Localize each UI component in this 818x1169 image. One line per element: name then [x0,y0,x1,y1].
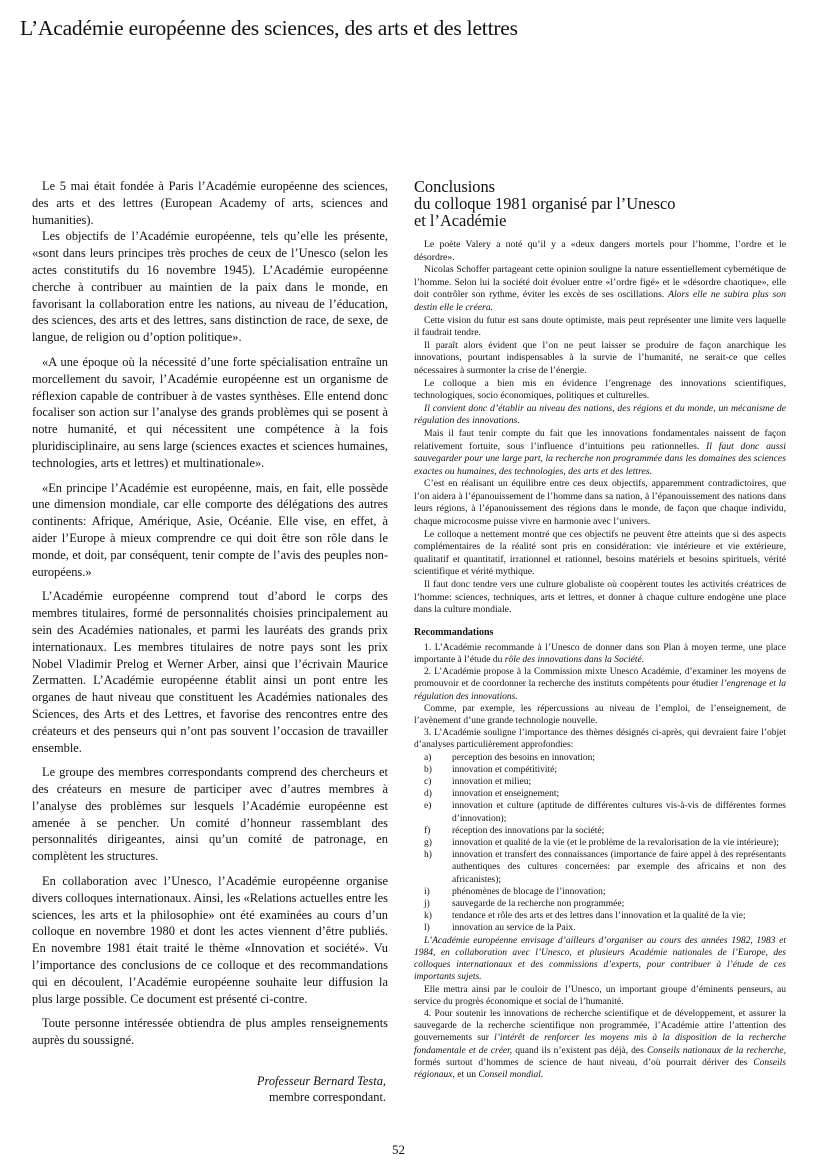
conclusions-paragraph [414,428,786,478]
conclusions-paragraph: Il convient donc d’établir au niveau des nations, des régions et du monde, un mécanisme de régulation des innovations. [414,402,786,427]
theme-item-label: i) [424,886,430,897]
theme-item-label: b) [424,764,432,775]
text-run: 4. Pour soutenir les innovations de recherche scientifique et de développement, et assurer la sauvegarde de la recherche scientifique non programmée, l’Académie attire l’attention des gouvernements sur [414,1008,786,1044]
article-paragraph: Le 5 mai était fondée à Paris l’Académie européenne des sciences, des arts et des lettres (European Academy of arts, sciences and humanities). [32,179,388,227]
conclusions-paragraph: Cette vision du futur est sans doute optimiste, mais peut représenter une limite vers laquelle il faudrait tendre. [414,314,786,339]
recommendation-paragraph: Comme, par exemple, les répercussions au niveau de l’emploi, de l’enseignement, de l’avènement d’une grande technologie nouvelle. [414,703,786,727]
theme-item-text: innovation et transfert des connaissances (importance de faire appel à des représentants authentiques des cultures concernées: par exemple des africains et non des africanistes); [452,850,786,885]
theme-item [424,764,786,776]
article-paragraph: «A une époque où la nécessité d’une forte spécialisation entraîne un morcellement du savoir, l’Académie européenne est un organisme de réflexion capable de contribuer à de vastes synthèses. Elle entend donc focaliser son action sur l’analyse des grands problèmes qui se posent à notre humanité, et qui nécessitent une compétence à la fois pluridisciplinaire, au sens large (sciences exactes et sciences humaines, technologies, arts et lettres) et multinationale». [32,354,388,470]
conclusions-paragraph: Le poète Valery a noté qu’il y a «deux dangers mortels pour l’homme, l’ordre et le désordre». [414,239,786,263]
conclusions-paragraph: Le colloque a nettement montré que ces objectifs ne peuvent être atteints que si des aspects complémentaires de la réalité sont pris en considération: vie intérieure et vie extérieure, qualitatif et quantitatif, irrationnel et rationnel, besoins matériels et besoins spirituels, vérité scientifique et vérité mythique. [414,528,786,578]
theme-item-text: perception des besoins en innovation; [452,752,595,763]
conclusions-paragraph: Il faut donc tendre vers une culture globaliste où coopèrent toutes les activités créatrices de l’homme: sciences, techniques, arts et lettres, et donner à chaque culture endogène une place dans la culture mondiale. [414,579,786,616]
theme-item-text: innovation et enseignement; [452,789,560,800]
theme-item-text: innovation et compétitivité; [452,764,558,775]
italic-run: Alors elle ne subira plus son destin elle le créera. [414,289,786,313]
conclusions-paragraph: C’est en réalisant un équilibre entre ces deux objectifs, apparemment contradictoires, que l’on aidera à l’épanouissement de l’homme dans sa nation, à l’épanouissement des nations dans leurs régions, à l’épanouissement des régions dans le monde, de façon que chaque individu, chaque microcosme puisse vivre en harmonie avec l’univers. [414,478,786,528]
heading-line: et l’Académie [414,211,507,230]
conclusions-heading [414,178,786,229]
theme-item [424,898,786,910]
theme-item-label: h) [424,850,432,861]
article-paragraph: Les objectifs de l’Académie européenne, tels qu’elle les présente, «sont dans leurs principes très proches de ceux de l’Unesco (selon les actes constitutifs du 16 novembre 1945). L’Académie européenne cherche à contribuer au maintien de la paix dans le monde, en favorisant la collaboration entre les nations, au niveau de l’éducation, des sciences, des arts et des lettres, sans distinction de race, de sexe, de langue, de religion ou d’option politique». [32,229,388,345]
theme-item-text: innovation et culture (aptitude de différentes cultures vis-à-vis de différentes formes d’innovation); [452,801,786,824]
theme-item-label: g) [424,838,432,849]
theme-item-label: c) [424,777,432,788]
conclusions-paragraph: Le colloque a bien mis en évidence l’engrenage des innovations scientifiques, technologiques, socio économiques, politiques et culturelles. [414,377,786,402]
page-number: 52 [392,1142,405,1157]
theme-item-label: j) [424,899,430,910]
theme-item [424,788,786,800]
theme-item-text: phénomènes de blocage de l’innovation; [452,886,606,897]
recommendations-body [414,642,786,1081]
recommendation-paragraph: Elle mettra ainsi par le couloir de l’Unesco, un important groupe d’éminents penseurs, au service du progrès économique et social de l’humanité. [414,984,786,1007]
article-paragraph: En collaboration avec l’Unesco, l’Académie européenne organise divers colloques internationaux. Ainsi, les «Relations actuelles entre les sciences, les arts et la philosophie» ont été examinées au cours d’un colloque en novembre 1980 et dont les actes viennent d’être publiés. En novembre 1981 était traité le thème «Innovation et société». Vu l’importance des conclusions de ce colloque et des recommandations qui en découlent, l’Académie européenne souhaite leur diffusion la plus large possible. Ce document est présenté ci-contre. [32,874,388,1006]
recommendations-heading: Recommandations [414,626,494,638]
recommendation-paragraph: 3. L’Académie souligne l’importance des thèmes désignés ci-après, qui devraient faire l’objet d’analyses particulièrement approfondies: [414,728,786,751]
text-run: formés surtout d’hommes de science de haut niveau, d’où pourrait dériver des [414,1057,748,1068]
theme-item [424,886,786,898]
recommendation-paragraph [414,666,786,703]
themes-list [424,752,786,935]
article-paragraph: Toute personne intéressée obtiendra de plus amples renseignements auprès du soussigné. [32,1016,388,1048]
theme-item-label: f) [424,825,431,836]
theme-item-label: a) [424,752,432,763]
conclusions-column [414,178,786,1081]
heading-line: du colloque 1981 organisé par l’Unesco [414,194,676,213]
theme-item [424,800,786,824]
theme-item-label: l) [424,923,430,934]
text-run: 2. L’Académie propose à la Commission mixte Unesco Académie, d’examiner les moyens de promouvoir et de coordonner la recherche des instituts compétents pour étudier [414,667,786,690]
italic-run: l’engrenage et la régulation des innovations. [414,679,787,702]
author-role: membre correspondant. [269,1090,386,1104]
recommendation-paragraph [414,1008,786,1081]
article-paragraph: L’Académie européenne comprend tout d’abord le corps des membres titulaires, formé de personnalités choisies principalement au sein des Académies nationales, et parmi les lauréats des grands prix internationaux. Les membres titulaires de notre pays sont les prix Nobel Vladimir Prelog et Werner Arber, ainsi que l’écrivain Maurice Zermatten. L’Académie européenne établit ainsi un pont entre les organes de haut niveau que constituent les Académies nationales des Sciences, des Arts et des Lettres, et favorise des rencontres entre des créateurs et des penseurs qui n’ont pas souvent l’occasion de travailler ensemble. [32,589,388,755]
main-article-column [32,178,388,1057]
theme-item [424,752,786,764]
recommendation-paragraph: L’Académie européenne envisage d’ailleurs d’organiser au cours des années 1982, 1983 et 1984, en collaboration avec l’Unesco, et plusieurs Académie nationales de l’Europe, des colloques internationaux et des commissions d’experts, pour contribuer à l’étude de ces importants sujets. [414,935,786,983]
theme-item-text: tendance et rôle des arts et des lettres dans l’innovation et la qualité de la vie; [452,911,746,922]
text-run: 1. L’Académie recommande à l’Unesco de donner dans son Plan à moyen terme, une place importante à l’étude du [414,642,786,666]
theme-item [424,910,786,922]
theme-item [424,849,786,886]
conclusions-body [414,239,786,617]
conclusions-paragraph: Il paraît alors évident que l’on ne peut laisser se produire de façon anarchique les innovations, pourtant indispensables à la survie de l’humanité, ne serait-ce que celles nécessaires à surmonter la crise de l’énergie. [414,339,786,376]
page-title: L’Académie européenne des sciences, des arts et des lettres [20,16,518,40]
article-paragraph: Le groupe des membres correspondants comprend des chercheurs et des créateurs en mesure de participer avec d’autres membres à l’analyse des problèmes sur lesquels l’Académie européenne est amenée à se pencher. Un comité d’honneur rassemblant des personnalités dirigeantes, ainsi qu’un comité de patronage, en complètent les structures. [32,765,388,864]
signature-block [257,1073,386,1105]
recommendation-paragraph [414,642,786,666]
theme-item-text: innovation au service de la Paix. [452,923,576,934]
theme-item-text: innovation et qualité de la vie (et le problème de la revalorisation de la vie intérieure); [452,838,779,849]
theme-item [424,776,786,788]
theme-item [424,922,786,934]
italic-run: Conseils régionaux, [414,1057,787,1080]
theme-item-text: innovation et milieu; [452,777,532,788]
italic-run: rôle des innovations dans la Société. [504,655,645,666]
theme-item-text: réception des innovations par la société; [452,825,605,836]
author-name: Professeur Bernard Testa, [256,1074,386,1088]
text-run: quand ils n’existent pas déjà, des [515,1045,644,1056]
italic-run: l’intérêt de renforcer les moyens mis à la disposition de la recherche fondamentale et de créer, [414,1033,787,1056]
theme-item-label: k) [424,911,432,922]
text-run: et un [457,1069,477,1080]
text-run: Mais il faut tenir compte du fait que les innovations fondamentales naissent de façon relativement fortuite, sous l’influence d’intuitions peu rationnelles. [414,427,786,452]
conclusions-paragraph [414,264,786,314]
theme-item [424,837,786,849]
heading-line: Conclusions [414,177,496,196]
theme-item [424,825,786,837]
italic-run: Conseil mondial. [478,1069,544,1080]
article-paragraph: «En principe l’Académie est européenne, mais, en fait, elle possède une dimension mondiale, car elle comporte des délégations des autres continents: Afrique, Amérique, Asie, Océanie. Elle vise, en effet, à aider l’Europe à mieux comprendre ce qui doit être son rôle dans le monde, et doit, par conséquent, tenir compte de l’avis des peuples non-européens.» [32,480,388,579]
italic-run: Conseils nationaux de la recherche, [646,1045,787,1056]
theme-item-label: e) [424,801,432,812]
italic-run: Il faut donc aussi sauvegarder pour une large part, la recherche non programmée dans les domaines des sciences exactes ou humaines, des technologies, des arts et des lettres. [414,440,787,477]
theme-item-label: d) [424,789,432,800]
theme-item-text: sauvegarde de la recherche non programmée; [452,899,625,910]
text-run: Nicolas Schoffer partageant cette opinion souligne la nature essentiellement cybernétique de l’homme. Selon lui la société doit évoluer entre «l’ordre figé» et le «désordre chaotique», elle doit contrôler son rythme, éviter les excès de ses oscillations. [414,264,786,301]
